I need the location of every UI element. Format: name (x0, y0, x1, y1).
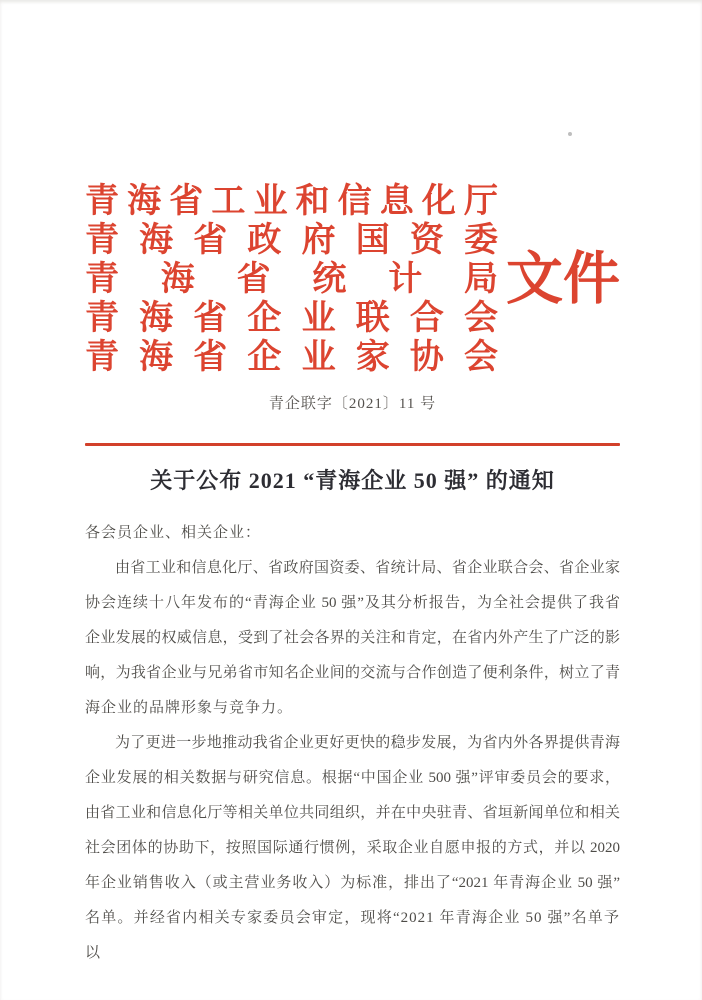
text-line: 由省工业和信息化厅、省政府国资委、省统计局、省企业联合会、省企业家 (115, 560, 620, 576)
org-name-line: 青海省统计局 (85, 261, 498, 298)
doc-type-label: 文件 (506, 248, 620, 311)
text-line: 企业发展的相关数据与研究信息。根据“中国企业 500 强”评审委员会的要求， (85, 770, 620, 786)
body-paragraph (85, 726, 620, 961)
paragraphs (85, 551, 620, 961)
org-name-line: 青海省企业联合会 (85, 300, 498, 337)
document-content (85, 0, 620, 961)
document-title: 关于公布 2021 “青海企业 50 强” 的通知 (150, 468, 555, 493)
letterhead (85, 182, 620, 377)
salutation: 各会员企业、相关企业： (85, 525, 262, 541)
text-line: 海企业的品牌形象与竞争力。 (85, 700, 294, 716)
org-name-line: 青海省企业家协会 (85, 339, 498, 376)
doc-number: 青企联字〔2021〕11 号 (268, 396, 437, 412)
text-line: 由省工业和信息化厅等相关单位共同组织，并在中央驻青、省垣新闻单位和相关 (85, 805, 620, 821)
org-name-line: 青海省政府国资委 (85, 222, 498, 259)
text-line: 企业发展的权威信息，受到了社会各界的关注和肯定，在省内外产生了广泛的影 (85, 630, 620, 646)
org-name-line: 青海省工业和信息化厅 (85, 183, 498, 220)
text-line: 为了更进一步地推动我省企业更好更快的稳步发展，为省内外各界提供青海 (115, 735, 620, 751)
text-line: 协会连续十八年发布的“青海企业 50 强”及其分析报告，为全社会提供了我省 (85, 595, 620, 611)
body-paragraph (85, 551, 620, 726)
text-line: 响，为我省企业与兄弟省市知名企业间的交流与合作创造了便利条件，树立了青 (85, 665, 620, 681)
text-line: 年企业销售收入（或主营业务收入）为标准，排出了“2021 年青海企业 50 强” (85, 875, 620, 891)
text-line: 名单。并经省内相关专家委员会审定，现将“2021 年青海企业 50 强”名单予以 (85, 910, 620, 961)
red-divider-rule (85, 443, 620, 446)
document-body (85, 516, 620, 961)
issuing-organizations (85, 182, 498, 377)
text-line: 社会团体的协助下，按照国际通行惯例，采取企业自愿申报的方式，并以 2020 (85, 840, 620, 856)
